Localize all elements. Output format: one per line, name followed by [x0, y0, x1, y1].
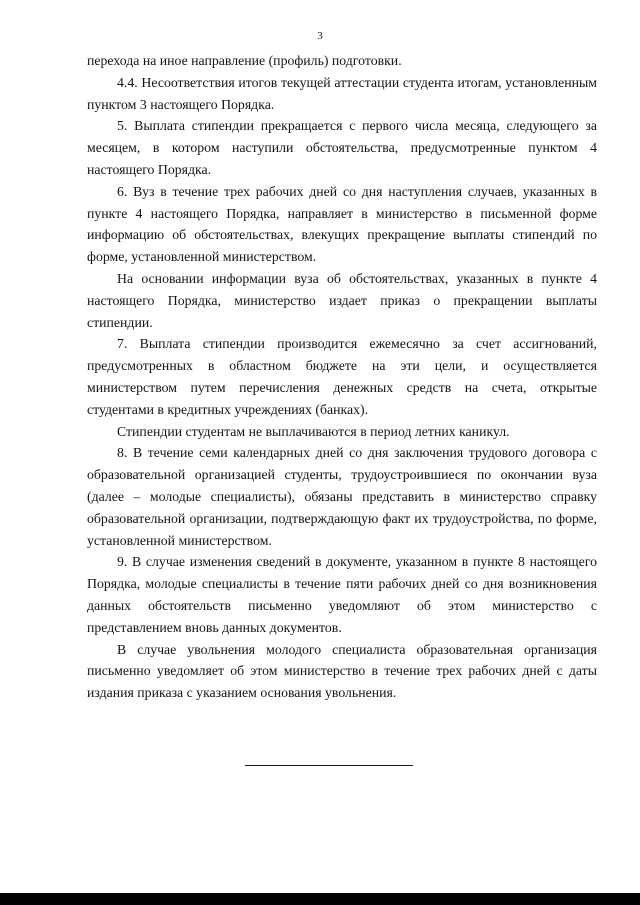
paragraph-5: 5. Выплата стипендии прекращается с первого числа месяца, следующего за месяцем, в котором наступили обстоятельства, предусмотренные пунктом 4 настоящего Порядка.	[87, 118, 597, 177]
page-number: 3	[317, 30, 323, 42]
paragraph-continuation: перехода на иное направление (профиль) подготовки.	[87, 53, 402, 68]
paragraph-6: 6. Вуз в течение трех рабочих дней со дня наступления случаев, указанных в пункте 4 настоящего Порядка, направляет в министерство в письменной форме информацию об обстоятельствах, влекущих прекращение выплаты стипендий по форме, установленной министерством.	[87, 183, 597, 265]
scan-border-bar	[0, 893, 640, 905]
paragraph-9-dismissal: В случае увольнения молодого специалиста образовательная организация письменно уведомляет об этом министерство в течение трех рабочих дней с даты издания приказа с указанием основания увольнения.	[87, 641, 597, 701]
end-of-text-rule	[245, 765, 413, 766]
paragraph-8: 8. В течение семи календарных дней со дня заключения трудового договора с образовательной организацией студенты, трудоустроившиеся по окончании вуза (далее – молодые специалисты), обязаны представить в министерство справку образовательной организации, подтверждающую факт их трудоустройства, по форме, установленной министерством.	[87, 445, 597, 548]
document-body	[87, 50, 597, 704]
paragraph-9: 9. В случае изменения сведений в документе, указанном в пункте 8 настоящего Порядка, молодые специалисты в течение пяти рабочих дней со дня возникновения данных обстоятельств письменно уведомляют об этом министерство с представлением вновь данных документов.	[87, 554, 597, 635]
paragraph-4-4: 4.4. Несоответствия итогов текущей аттестации студента итогам, установленным пунктом 3 настоящего Порядка.	[87, 74, 597, 112]
paragraph-7: 7. Выплата стипендии производится ежемесячно за счет ассигнований, предусмотренных в областном бюджете на эти цели, и осуществляется министерством путем перечисления денежных средств на счета, открытые студентами в кредитных учреждениях (банках).	[87, 336, 597, 417]
paragraph-7-holidays: Стипендии студентам не выплачиваются в период летних каникул.	[117, 423, 510, 439]
paragraph-6-order: На основании информации вуза об обстоятельствах, указанных в пункте 4 настоящего Порядка, министерство издает приказ о прекращении выплаты стипендии.	[87, 270, 597, 330]
